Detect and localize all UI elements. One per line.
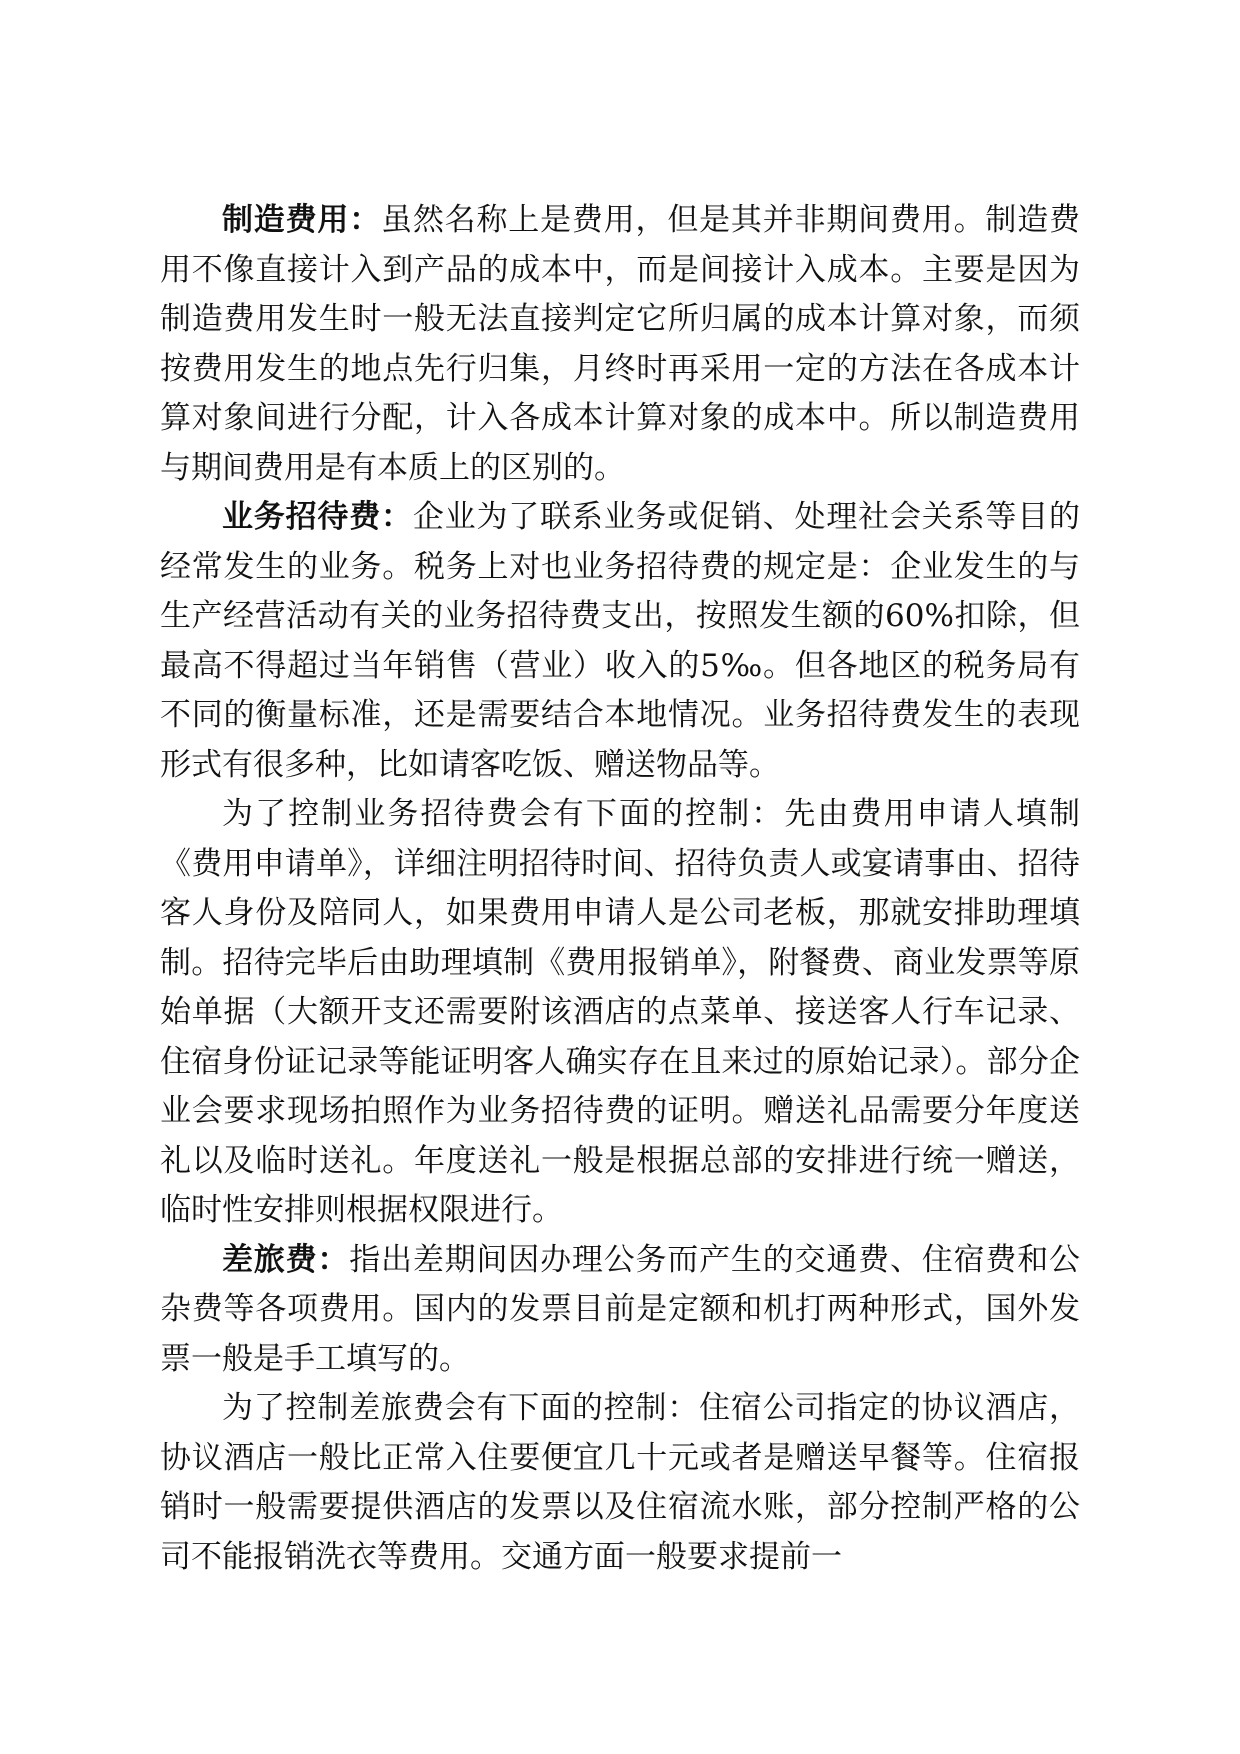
paragraph-manufacturing-overhead [160,196,1080,493]
paragraph-text: 企业为了联系业务或促销、处理社会关系等目的经常发生的业务。税务上对也业务招待费的规定是：企业发生的与生产经营活动有关的业务招待费支出，按照发生额的60%扣除，但最高不得超过当年销售（营业）收入的5‰。但各地区的税务局有不同的衡量标准，还是需要结合本地情况。业务招待费发生的表现形式有很多种，比如请客吃饭、赠送物品等。 [160,499,1081,783]
paragraph-travel-controls [160,1384,1080,1582]
document-page [160,196,1080,1582]
term-manufacturing-overhead: 制造费用： [222,202,382,238]
term-business-entertainment: 业务招待费： [222,499,413,535]
paragraph-entertainment-controls [160,790,1080,1236]
paragraph-business-entertainment [160,493,1080,790]
paragraph-text: 指出差期间因办理公务而产生的交通费、住宿费和公杂费等各项费用。国内的发票目前是定额和机打两种形式，国外发票一般是手工填写的。 [160,1241,1081,1377]
paragraph-text: 虽然名称上是费用，但是其并非期间费用。制造费用不像直接计入到产品的成本中，而是间接计入成本。主要是因为制造费用发生时一般无法直接判定它所归属的成本计算对象，而须按费用发生的地点先行归集，月终时再采用一定的方法在各成本计算对象间进行分配，计入各成本计算对象的成本中。所以制造费用与期间费用是有本质上的区别的。 [160,202,1081,486]
term-travel-expenses: 差旅费： [222,1241,350,1278]
paragraph-text: 为了控制业务招待费会有下面的控制：先由费用申请人填制《费用申请单》，详细注明招待时间、招待负责人或宴请事由、招待客人身份及陪同人，如果费用申请人是公司老板，那就安排助理填制。招待完毕后由助理填制《费用报销单》，附餐费、商业发票等原始单据（大额开支还需要附该酒店的点菜单、接送客人行车记录、住宿身份证记录等能证明客人确实存在且来过的原始记录）。部分企业会要求现场拍照作为业务招待费的证明。赠送礼品需要分年度送礼以及临时送礼。年度送礼一般是根据总部的安排进行统一赠送，临时性安排则根据权限进行。 [160,796,1080,1228]
paragraph-travel-expenses [160,1236,1080,1385]
paragraph-text: 为了控制差旅费会有下面的控制：住宿公司指定的协议酒店，协议酒店一般比正常入住要便宜几十元或者是赠送早餐等。住宿报销时一般需要提供酒店的发票以及住宿流水账，部分控制严格的公司不能报销洗衣等费用。交通方面一般要求提前一 [160,1390,1080,1575]
